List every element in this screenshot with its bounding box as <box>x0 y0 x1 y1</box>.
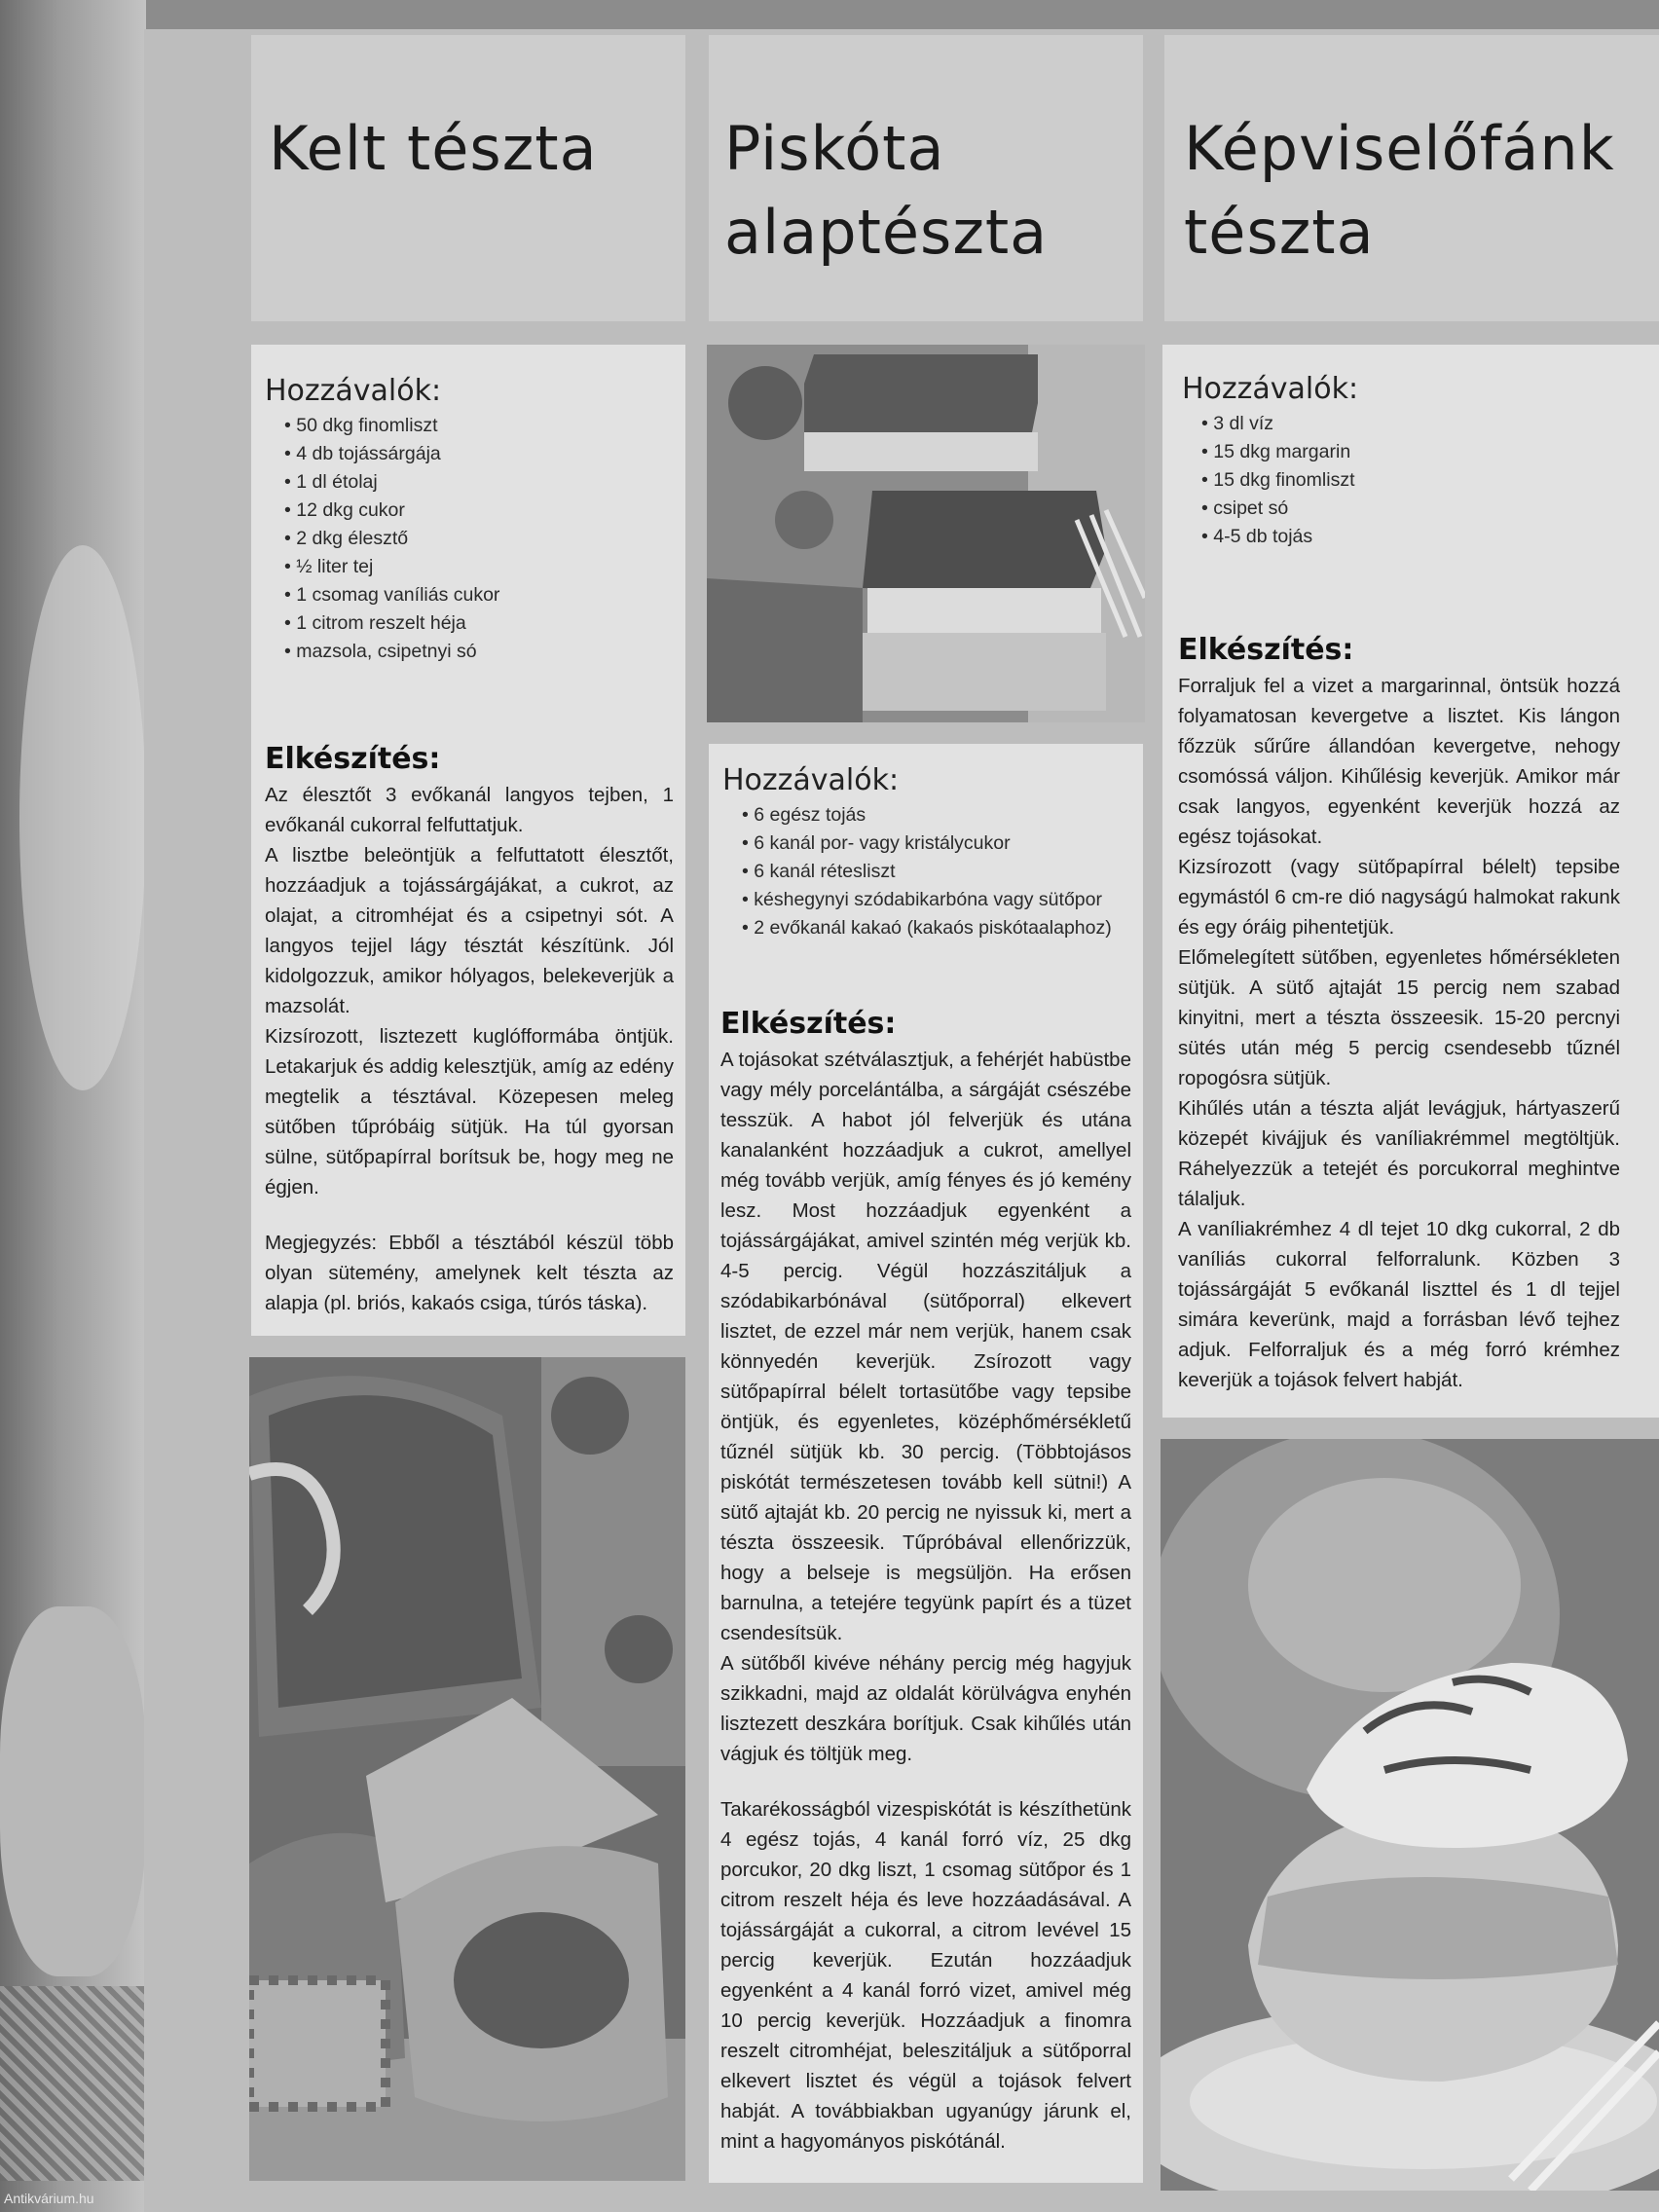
list-item: • 4-5 db tojás <box>1201 523 1649 551</box>
col3-prep-paragraph: Kizsírozott (vagy sütőpapírral bélelt) tepsibe egymástól 6 cm-re dió nagyságú halmokat rakunk és egy óráig pihentetjük. <box>1178 856 1620 939</box>
col3-prep-heading: Elkészítés: <box>1178 633 1354 667</box>
list-item: • 1 citrom reszelt héja <box>284 609 678 638</box>
col3-prep-paragraph: Kihűlés után a tészta alját levágjuk, hártyaszerű közepét kivájjuk és vaníliakrémmel megtöltjük. Ráhelyezzük a tetejét és porcukorral meghintve tálaljuk. <box>1178 1097 1620 1210</box>
col3-ingredients-heading: Hozzávalók: <box>1182 372 1359 406</box>
list-item: • 1 csomag vaníliás cukor <box>284 581 678 609</box>
col2-recipe-panel <box>709 744 1143 2183</box>
col2-title: Piskóta alaptészta <box>724 113 1049 268</box>
col1-prep-heading: Elkészítés: <box>265 742 441 776</box>
list-item: • 6 kanál por- vagy kristálycukor <box>742 830 1135 858</box>
cream-puff-illustration <box>1161 1439 1659 2191</box>
cake-illustration <box>707 345 1145 722</box>
col1-prep-paragraph: Az élesztőt 3 evőkanál langyos tejben, 1 evőkanál cukorral felfuttatjuk. <box>265 784 674 836</box>
col3-title: Képviselőfánk tészta <box>1184 113 1615 268</box>
col1-ingredients-heading: Hozzávalók: <box>265 374 442 408</box>
list-item: • 50 dkg finomliszt <box>284 412 678 440</box>
list-item: • csipet só <box>1201 495 1649 523</box>
col1-title: Kelt tészta <box>269 113 598 184</box>
col3-recipe-panel <box>1162 345 1659 1418</box>
col1-prep-paragraph: Kizsírozott, lisztezett kuglófformába öntjük. Letakarjuk és addig kelesztjük, amíg az edény megtelik a tésztával. Közepesen meleg sütőben tűpróbáig sütjük. Ha túl gyorsan sülne, sütőpapírral borítsuk be, hogy meg ne égjen. <box>265 1025 674 1198</box>
list-item: • 6 kanál rétesliszt <box>742 858 1135 886</box>
col3-prep-paragraph: A vaníliakrémhez 4 dl tejet 10 dkg cukorral, 2 db vaníliás cukorral felforralunk. Közben 3 tojássárgáját 5 evőkanál liszttel és 1 dl tejjel simára keverünk, majd a forrásban lévő tejhez adjuk. Felforraljuk és a még forró krémhez keverjük a tojások felvert habját. <box>1178 1218 1620 1391</box>
watermark: Antikvárium.hu <box>4 2191 94 2206</box>
list-item: • késhegynyi szódabikarbóna vagy sütőpor <box>742 886 1135 914</box>
col1-note-paragraph: Megjegyzés: Ebből a tésztából készül több olyan sütemény, amelynek kelt tészta az alapja (pl. briós, kakaós csiga, túrós táska). <box>265 1232 674 1314</box>
list-item: • 15 dkg finomliszt <box>1201 466 1649 495</box>
col3-photo-cream-puff <box>1161 1439 1659 2191</box>
list-item: • 15 dkg margarin <box>1201 438 1649 466</box>
list-item: • 2 evőkanál kakaó (kakaós piskótaalaphoz) <box>742 914 1135 942</box>
list-item: • mazsola, csipetnyi só <box>284 638 678 666</box>
col1-ingredients-list <box>265 412 678 666</box>
list-item: • 4 db tojássárgája <box>284 440 678 468</box>
background-tablecloth <box>0 1986 146 2181</box>
col1-prep-paragraph: A lisztbe beleöntjük a felfuttatott élesztőt, hozzáadjuk a tojássárgájákat, a cukrot, az olajat, a citromhéjat és a csipetnyi sót. A langyos tejjel lágy tésztát készítünk. Jól kidolgozzuk, amikor hólyagos, belekeverjük a mazsolát. <box>265 844 674 1017</box>
list-item: • 12 dkg cukor <box>284 497 678 525</box>
list-item: • 2 dkg élesztő <box>284 525 678 553</box>
col1-photo-kuglof <box>249 1357 685 2181</box>
col2-photo-cake <box>707 345 1145 722</box>
col1-recipe-panel <box>251 345 685 1336</box>
col2-prep-paragraph: A tojásokat szétválasztjuk, a fehérjét habüstbe vagy mély porcelántálba, a sárgáját csészébe tesszük. A habot jól felverjük és utána kanalanként hozzáadjuk a cukrot, amellyel még tovább verjük, amíg fényes és jó kemény lesz. Most hozzáadjuk egyenként a tojássárgájákat, amivel szintén még verjük kb. 4-5 percig. Végül hozzászitáljuk a szódabikarbónával (sütőporral) elkevert lisztet, de ezzel már nem verjük, hanem csak könnyedén keverjük. Zsírozott vagy sütőpapírral bélelt tortasütőbe vagy tepsibe öntjük, és egyenletes, középhőmérsékletű tűznél sütjük kb. 30 percig. (Többtojásos piskótát természetesen tovább kell sütni!) A sütő ajtaját kb. 20 percig ne nyissuk ki, mert a tészta összeesik. Tűpróbával ellenőrizzük, hogy a belseje is megsüljön. Ha erősen barnulna, a tetejére tegyünk papírt és a tüzet csendesítsük. <box>720 1049 1131 1644</box>
list-item: • ½ liter tej <box>284 553 678 581</box>
col2-prep-paragraph: A sütőből kivéve néhány percig még hagyjuk szikkadni, majd az oldalát körülvágva enyhén lisztezett deszkára borítjuk. Csak kihűlés után vágjuk és töltjük meg. <box>720 1652 1131 1765</box>
col3-prep-paragraph: Előmelegített sütőben, egyenletes hőmérsékleten sütjük. A sütő ajtaját 15 percig nem szabad kinyitni, mert a tészta összeesik. 15-20 percnyi sütés után még 5 percig csendesebb tűznél ropogósra sütjük. <box>1178 946 1620 1089</box>
background-photo-left <box>0 0 146 2212</box>
list-item: • 3 dl víz <box>1201 410 1649 438</box>
col2-ingredients-heading: Hozzávalók: <box>722 763 900 797</box>
col3-ingredients-list <box>1182 410 1649 551</box>
list-item: • 1 dl étolaj <box>284 468 678 497</box>
col2-note-paragraph: Takarékosságból vizespiskótát is készíthetünk 4 egész tojás, 4 kanál forró víz, 25 dkg porcukor, 20 dkg liszt, 1 csomag sütőpor és 1 citrom reszelt héja és leve hozzáadásával. A tojássárgáját a cukorral, a citrom levével 15 percig keverjük. Ezután hozzáadjuk egyenként a 4 kanál forró vizet, amivel még 10 percig keverjük. Hozzáadjuk a finomra reszelt citromhéjat, beleszitáljuk a sütőporral elkevert lisztet és végül a tojások felvert habját. A továbbiakban ugyanúgy járunk el, mint a hagyományos piskótánál. <box>720 1798 1131 2153</box>
col2-prep-heading: Elkészítés: <box>720 1007 897 1041</box>
list-item: • 6 egész tojás <box>742 801 1135 830</box>
background-plate <box>19 545 146 1090</box>
col2-ingredients-list <box>722 801 1135 942</box>
col3-prep-paragraph: Forraljuk fel a vizet a margarinnal, öntsük hozzá folyamatosan kevergetve a lisztet. Kis lángon főzzük sűrűre állandóan kevergetve, nehogy csomóssá váljon. Kihűlésig keverjük. Amikor már csak langyos, egyenként keverjük hozzá az egész tojásokat. <box>1178 675 1620 848</box>
background-bowl <box>0 1606 146 1976</box>
kuglof-illustration <box>249 1357 685 2181</box>
